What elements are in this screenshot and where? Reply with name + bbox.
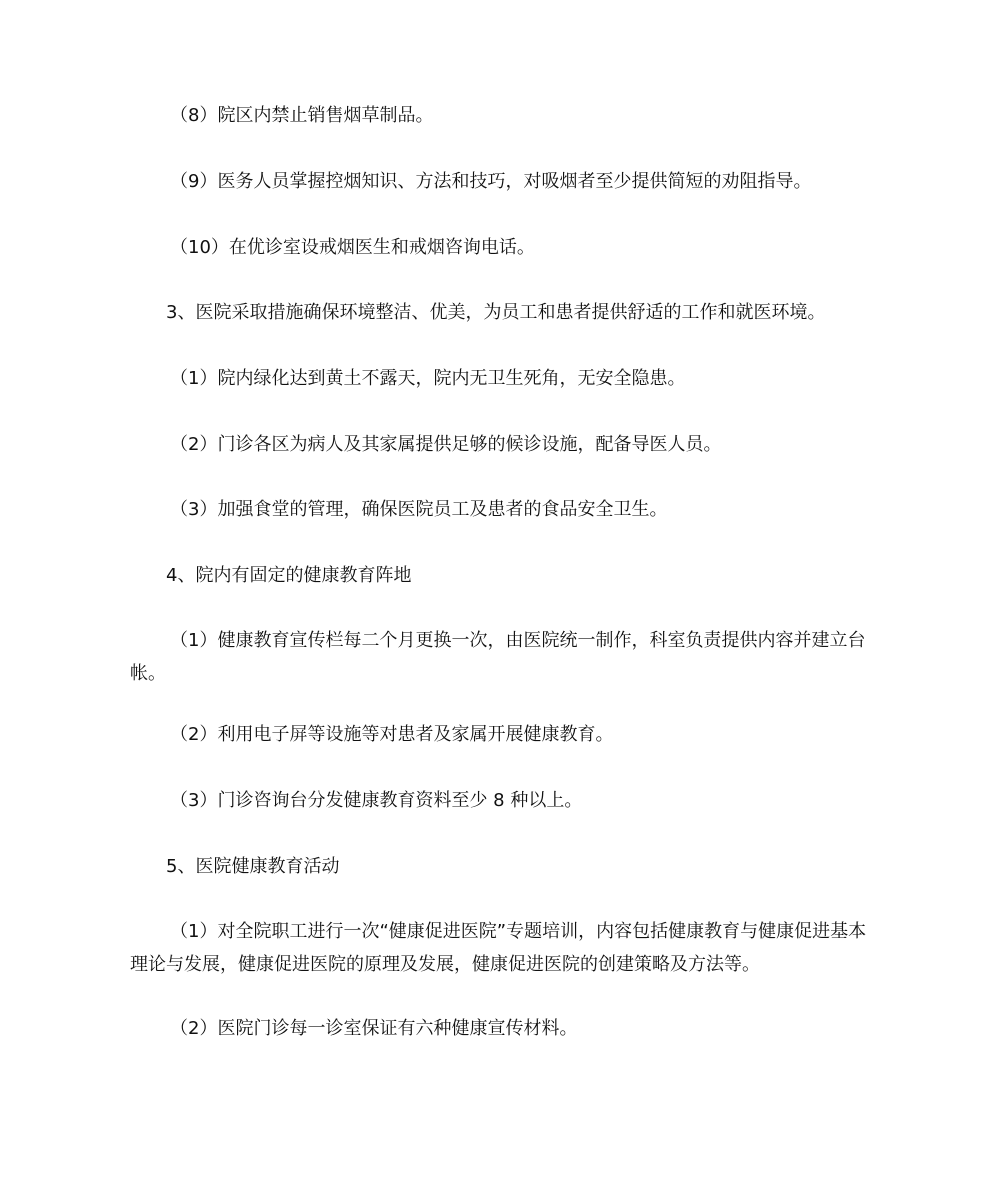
paragraph-item-9: （9）医务人员掌握控烟知识、方法和技巧，对吸烟者至少提供简短的劝阻指导。 (170, 171, 812, 192)
paragraph-item-4-3: （3）门诊咨询台分发健康教育资料至少 8 种以上。 (170, 790, 583, 811)
paragraph-item-8: （8）院区内禁止销售烟草制品。 (170, 105, 434, 126)
paragraph-item-5-2: （2）医院门诊每一诊室保证有六种健康宣传材料。 (170, 1018, 578, 1039)
paragraph-item-4-2: （2）利用电子屏等设施等对患者及家属开展健康教育。 (170, 724, 614, 745)
paragraph-item-3-3: （3）加强食堂的管理，确保医院员工及患者的食品安全卫生。 (170, 499, 668, 520)
paragraph-item-3-2: （2）门诊各区为病人及其家属提供足够的候诊设施，配备导医人员。 (170, 434, 722, 455)
section-4-heading: 4、院内有固定的健康教育阵地 (166, 565, 412, 586)
paragraph-item-10: （10）在优诊室设戒烟医生和戒烟咨询电话。 (170, 237, 535, 258)
paragraph-item-3-1: （1）院内绿化达到黄土不露天，院内无卫生死角，无安全隐患。 (170, 368, 686, 389)
section-5-heading: 5、医院健康教育活动 (166, 856, 340, 877)
paragraph-item-5-1: （1）对全院职工进行一次“健康促进医院”专题培训，内容包括健康教育与健康促进基本理论与发展，健康促进医院的原理及发展，健康促进医院的创建策略及方法等。 (130, 921, 867, 975)
paragraph-item-4-1: （1）健康教育宣传栏每二个月更换一次，由医院统一制作，科室负责提供内容并建立台帐。 (130, 630, 866, 684)
section-3-heading: 3、医院采取措施确保环境整洁、优美，为员工和患者提供舒适的工作和就医环境。 (166, 302, 826, 323)
